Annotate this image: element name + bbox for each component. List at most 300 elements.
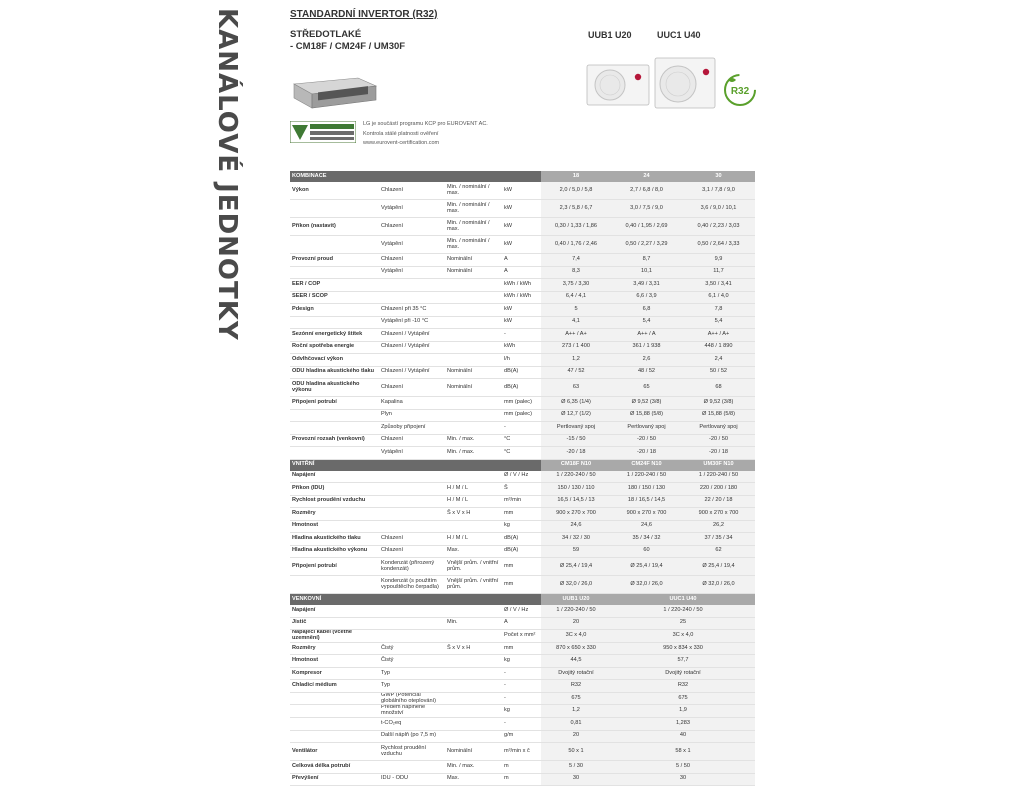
- row-label: ODU hladina akustického výkonu: [290, 379, 379, 397]
- row-label: Připojení potrubí: [290, 397, 379, 410]
- table-row: [290, 366, 755, 379]
- column-header-3: UM30F N10: [682, 459, 755, 471]
- table-row: [290, 617, 755, 630]
- cell-value: 4,1: [541, 316, 611, 329]
- r32-leaf-icon: [722, 72, 758, 108]
- cell-value: 24,6: [611, 520, 682, 533]
- row-label: Provozní proud: [290, 254, 379, 267]
- row-sublabel: [379, 761, 445, 774]
- table-row: [290, 447, 755, 460]
- row-mode: [445, 520, 502, 533]
- row-sublabel: Chlazení při 35 °C: [379, 304, 445, 317]
- table-row: [290, 266, 755, 279]
- row-unit: kW: [502, 182, 541, 200]
- cell-value: 68: [682, 379, 755, 397]
- row-label: Rychlost proudění vzduchu: [290, 495, 379, 508]
- row-unit: A: [502, 254, 541, 267]
- row-sublabel: Vytápění: [379, 200, 445, 218]
- row-sublabel: Typ: [379, 667, 445, 680]
- cell-value: 2,6: [611, 354, 682, 367]
- row-label: Celková délka potrubí: [290, 761, 379, 774]
- row-sublabel: [379, 471, 445, 483]
- row-mode: Min. / max.: [445, 447, 502, 460]
- row-sublabel: [379, 354, 445, 367]
- table-row: [290, 605, 755, 617]
- header-title: STANDARDNÍ INVERTOR (R32): [290, 9, 438, 20]
- row-unit: kWh / kWh: [502, 291, 541, 304]
- header-subtitle: STŘEDOTLAKÉ: [290, 29, 362, 40]
- row-label: EER / COP: [290, 279, 379, 292]
- row-sublabel: Kondenzát (přirozený kondenzát): [379, 558, 445, 576]
- row-mode: Nominální: [445, 743, 502, 761]
- cell-value: -20 / 18: [541, 447, 611, 460]
- row-unit: kWh: [502, 341, 541, 354]
- table-row: [290, 409, 755, 422]
- row-unit: °C: [502, 447, 541, 460]
- row-sublabel: Chlazení / Vytápění: [379, 341, 445, 354]
- row-unit: kW: [502, 304, 541, 317]
- row-unit: Počet x mm²: [502, 630, 541, 643]
- row-label: Hmotnost: [290, 520, 379, 533]
- table-row: [290, 761, 755, 774]
- table-row: [290, 422, 755, 435]
- cell-value: 48 / 52: [611, 366, 682, 379]
- row-sublabel: Vytápění: [379, 236, 445, 254]
- table-row: [290, 236, 755, 254]
- row-mode: [445, 291, 502, 304]
- cell-value: Ø 15,88 (5/8): [611, 409, 682, 422]
- row-sublabel: [379, 605, 445, 617]
- row-mode: [445, 605, 502, 617]
- column-header-2: CM24F N10: [611, 459, 682, 471]
- row-unit: mm: [502, 558, 541, 576]
- cell-value: Ø 12,7 (1/2): [541, 409, 611, 422]
- cell-value: 44,5: [541, 655, 611, 668]
- row-sublabel: Chlazení: [379, 533, 445, 546]
- cell-value: 1 / 220-240 / 50: [541, 605, 611, 617]
- cell-value: 35 / 34 / 32: [611, 533, 682, 546]
- row-label: Hmotnost: [290, 655, 379, 668]
- cell-value: 50 / 52: [682, 366, 755, 379]
- cert-line-1: LG je součástí programu KCP pro EUROVENT AC.: [363, 121, 488, 127]
- row-unit: m³/min: [502, 495, 541, 508]
- cell-value: Dvojitý rotační: [611, 667, 755, 680]
- row-unit: kg: [502, 705, 541, 718]
- row-sublabel: [379, 630, 445, 643]
- row-mode: [445, 692, 502, 705]
- row-unit: kW: [502, 200, 541, 218]
- column-header-3: 30: [682, 171, 755, 182]
- row-unit: mm: [502, 642, 541, 655]
- row-sublabel: Typ: [379, 680, 445, 693]
- row-label: [290, 316, 379, 329]
- row-mode: Min. / nominální / max.: [445, 182, 502, 200]
- cell-value: 50 x 1: [541, 743, 611, 761]
- row-mode: [445, 397, 502, 410]
- cell-value: 3,0 / 7,5 / 9,0: [611, 200, 682, 218]
- row-unit: -: [502, 422, 541, 435]
- table-row: [290, 576, 755, 594]
- row-label: Sezónní energetický štítek: [290, 329, 379, 342]
- section-title: VENKOVNÍ: [290, 594, 541, 606]
- table-row: [290, 291, 755, 304]
- row-sublabel: [379, 483, 445, 496]
- table-row: [290, 773, 755, 786]
- cell-value: 2,0 / 5,0 / 5,8: [541, 182, 611, 200]
- cell-value: 25: [611, 617, 755, 630]
- cell-value: 26,2: [682, 520, 755, 533]
- row-mode: Nominální: [445, 254, 502, 267]
- cell-value: 2,7 / 6,8 / 8,0: [611, 182, 682, 200]
- row-mode: [445, 409, 502, 422]
- cert-line-2: Kontrola stálé platnosti ověření: [363, 130, 439, 137]
- cell-value: 675: [541, 692, 611, 705]
- cell-value: Pertlovaný spoj: [682, 422, 755, 435]
- row-sublabel: Chlazení: [379, 545, 445, 558]
- cell-value: 20: [541, 617, 611, 630]
- row-sublabel: Vytápění při -10 °C: [379, 316, 445, 329]
- row-sublabel: Rychlost proudění vzduchu: [379, 743, 445, 761]
- cell-value: Ø 32,0 / 26,0: [682, 576, 755, 594]
- cell-value: 34 / 32 / 30: [541, 533, 611, 546]
- cell-value: 1,9: [611, 705, 755, 718]
- table-row: [290, 341, 755, 354]
- row-unit: kg: [502, 655, 541, 668]
- cell-value: 5,4: [611, 316, 682, 329]
- cell-value: 0,81: [541, 718, 611, 731]
- row-label: [290, 266, 379, 279]
- cell-value: 47 / 52: [541, 366, 611, 379]
- row-sublabel: Vytápění: [379, 447, 445, 460]
- cell-value: 361 / 1 938: [611, 341, 682, 354]
- row-label: [290, 236, 379, 254]
- cell-value: 3,6 / 9,0 / 10,1: [682, 200, 755, 218]
- row-sublabel: [379, 291, 445, 304]
- cell-value: 22 / 20 / 18: [682, 495, 755, 508]
- row-mode: [445, 354, 502, 367]
- row-sublabel: [379, 520, 445, 533]
- cell-value: 60: [611, 545, 682, 558]
- cell-value: 1,283: [611, 718, 755, 731]
- table-row: [290, 655, 755, 668]
- row-mode: Min. / max.: [445, 761, 502, 774]
- cell-value: Ø 15,88 (5/8): [682, 409, 755, 422]
- row-sublabel: [379, 279, 445, 292]
- spec-table: [290, 171, 755, 786]
- cell-value: 10,1: [611, 266, 682, 279]
- cell-value: 0,30 / 1,33 / 1,86: [541, 218, 611, 236]
- table-row: [290, 218, 755, 236]
- cell-value: 6,8: [611, 304, 682, 317]
- table-row: [290, 397, 755, 410]
- cell-value: A++ / A+: [541, 329, 611, 342]
- cell-value: 7,4: [541, 254, 611, 267]
- cell-value: 30: [611, 773, 755, 786]
- row-label: [290, 422, 379, 435]
- row-mode: H / M / L: [445, 495, 502, 508]
- cell-value: 900 x 270 x 700: [682, 508, 755, 521]
- outdoor-model-label-2: UUC1 U40: [657, 30, 701, 40]
- row-mode: Š x V x H: [445, 508, 502, 521]
- table-row: [290, 182, 755, 200]
- cell-value: 1 / 220-240 / 50: [541, 471, 611, 483]
- row-mode: [445, 680, 502, 693]
- side-title: KANÁLOVÉ JEDNOTKY: [212, 8, 242, 341]
- row-mode: [445, 341, 502, 354]
- cell-value: 6,4 / 4,1: [541, 291, 611, 304]
- table-row: [290, 692, 755, 705]
- row-label: Rozměry: [290, 642, 379, 655]
- row-mode: [445, 630, 502, 643]
- row-unit: g/m: [502, 730, 541, 743]
- table-row: [290, 642, 755, 655]
- cell-value: 37 / 35 / 34: [682, 533, 755, 546]
- row-label: Kompresor: [290, 667, 379, 680]
- cell-value: Pertlovaný spoj: [541, 422, 611, 435]
- row-label: [290, 576, 379, 594]
- row-unit: A: [502, 617, 541, 630]
- row-unit: dB(A): [502, 366, 541, 379]
- table-row: [290, 545, 755, 558]
- column-header-1: UUB1 U20: [541, 594, 611, 606]
- table-row: [290, 667, 755, 680]
- table-row: [290, 495, 755, 508]
- cell-value: 900 x 270 x 700: [541, 508, 611, 521]
- cell-value: 6,1 / 4,0: [682, 291, 755, 304]
- row-label: Příkon (IDU): [290, 483, 379, 496]
- row-label: Ventilátor: [290, 743, 379, 761]
- table-row: [290, 718, 755, 731]
- r32-badge-text: R32: [730, 86, 750, 97]
- row-label: ODU hladina akustického tlaku: [290, 366, 379, 379]
- row-mode: Vnější prům. / vnitřní prům.: [445, 558, 502, 576]
- column-header-2: 24: [611, 171, 682, 182]
- cell-value: 1 / 220-240 / 50: [682, 471, 755, 483]
- cell-value: 65: [611, 379, 682, 397]
- row-mode: Nominální: [445, 379, 502, 397]
- row-unit: dB(A): [502, 379, 541, 397]
- row-label: SEER / SCOP: [290, 291, 379, 304]
- cell-value: 180 / 150 / 130: [611, 483, 682, 496]
- row-sublabel: Předem naplněné množství: [379, 705, 445, 718]
- column-header-1: 18: [541, 171, 611, 182]
- cell-value: 3,49 / 3,31: [611, 279, 682, 292]
- table-row: [290, 379, 755, 397]
- cell-value: 2,4: [682, 354, 755, 367]
- cell-value: 0,40 / 2,23 / 3,03: [682, 218, 755, 236]
- cell-value: 58 x 1: [611, 743, 755, 761]
- cell-value: 18 / 16,5 / 14,5: [611, 495, 682, 508]
- row-unit: kW: [502, 236, 541, 254]
- row-mode: Nominální: [445, 366, 502, 379]
- row-unit: °C: [502, 434, 541, 447]
- cell-value: 2,3 / 5,8 / 6,7: [541, 200, 611, 218]
- cell-value: 0,50 / 2,27 / 3,29: [611, 236, 682, 254]
- row-unit: kW: [502, 218, 541, 236]
- row-mode: [445, 718, 502, 731]
- cell-value: 5,4: [682, 316, 755, 329]
- cell-value: 950 x 834 x 330: [611, 642, 755, 655]
- row-sublabel: t-CO₂eq: [379, 718, 445, 731]
- cell-value: Ø 6,35 (1/4): [541, 397, 611, 410]
- row-mode: H / M / L: [445, 483, 502, 496]
- row-unit: m³/min x č: [502, 743, 541, 761]
- cell-value: 3C x 4,0: [541, 630, 611, 643]
- cell-value: 8,3: [541, 266, 611, 279]
- row-sublabel: GWP (Potenciál globálního oteplování): [379, 692, 445, 705]
- table-row: [290, 483, 755, 496]
- row-label: [290, 730, 379, 743]
- cell-value: -20 / 50: [682, 434, 755, 447]
- row-sublabel: Čistý: [379, 655, 445, 668]
- cell-value: 870 x 650 x 330: [541, 642, 611, 655]
- row-label: Hladina akustického výkonu: [290, 545, 379, 558]
- row-label: Připojení potrubí: [290, 558, 379, 576]
- row-unit: -: [502, 329, 541, 342]
- row-label: Provozní rozsah (venkovní): [290, 434, 379, 447]
- r32-badge: [722, 72, 758, 108]
- cell-value: 7,8: [682, 304, 755, 317]
- section-header-combination: [290, 171, 755, 182]
- row-label: Příkon (nastavit): [290, 218, 379, 236]
- row-sublabel: [379, 617, 445, 630]
- cell-value: Ø 9,52 (3/8): [682, 397, 755, 410]
- row-unit: l/h: [502, 354, 541, 367]
- table-row: [290, 743, 755, 761]
- row-sublabel: Způsoby připojení: [379, 422, 445, 435]
- cell-value: -15 / 50: [541, 434, 611, 447]
- cell-value: 5: [541, 304, 611, 317]
- cell-value: 0,40 / 1,76 / 2,46: [541, 236, 611, 254]
- cell-value: 9,9: [682, 254, 755, 267]
- cell-value: 448 / 1 890: [682, 341, 755, 354]
- cell-value: 57,7: [611, 655, 755, 668]
- row-mode: [445, 655, 502, 668]
- cell-value: Ø 32,0 / 26,0: [541, 576, 611, 594]
- row-unit: m: [502, 773, 541, 786]
- cell-value: 62: [682, 545, 755, 558]
- row-unit: dB(A): [502, 545, 541, 558]
- row-mode: Š x V x H: [445, 642, 502, 655]
- cell-value: 1 / 220-240 / 50: [611, 605, 755, 617]
- cell-value: R32: [611, 680, 755, 693]
- table-row: [290, 316, 755, 329]
- cell-value: 6,6 / 3,9: [611, 291, 682, 304]
- row-mode: [445, 705, 502, 718]
- row-unit: m: [502, 761, 541, 774]
- row-label: Výkon: [290, 182, 379, 200]
- row-mode: [445, 730, 502, 743]
- cell-value: 0,50 / 2,64 / 3,33: [682, 236, 755, 254]
- row-mode: [445, 279, 502, 292]
- table-row: [290, 730, 755, 743]
- section-title: VNITŘNÍ: [290, 459, 541, 471]
- column-header-2: UUC1 U40: [611, 594, 755, 606]
- row-mode: H / M / L: [445, 533, 502, 546]
- cell-value: 273 / 1 400: [541, 341, 611, 354]
- row-sublabel: Chlazení: [379, 379, 445, 397]
- cell-value: -20 / 50: [611, 434, 682, 447]
- row-unit: dB(A): [502, 533, 541, 546]
- row-mode: [445, 329, 502, 342]
- cell-value: 20: [541, 730, 611, 743]
- indoor-unit-image: [288, 74, 380, 112]
- row-unit: A: [502, 266, 541, 279]
- outdoor-unit-2-image: [654, 56, 718, 110]
- row-label: Odvlhčovací výkon: [290, 354, 379, 367]
- table-row: [290, 254, 755, 267]
- row-mode: Min. / nominální / max.: [445, 236, 502, 254]
- row-unit: Ø / V / Hz: [502, 605, 541, 617]
- cell-value: 3,75 / 3,30: [541, 279, 611, 292]
- table-row: [290, 520, 755, 533]
- outdoor-model-label-1: UUB1 U20: [588, 30, 632, 40]
- cell-value: 220 / 200 / 180: [682, 483, 755, 496]
- row-label: [290, 447, 379, 460]
- row-label: [290, 200, 379, 218]
- row-sublabel: Chlazení: [379, 218, 445, 236]
- row-mode: Min. / nominální / max.: [445, 218, 502, 236]
- cell-value: 5 / 30: [541, 761, 611, 774]
- table-row: [290, 329, 755, 342]
- row-sublabel: Další náplň (po 7,5 m): [379, 730, 445, 743]
- table-row: [290, 200, 755, 218]
- row-label: Jistič: [290, 617, 379, 630]
- section-header-indoor: [290, 459, 755, 471]
- row-mode: Vnější prům. / vnitřní prům.: [445, 576, 502, 594]
- cell-value: 1,2: [541, 354, 611, 367]
- row-sublabel: Chlazení / Vytápění: [379, 329, 445, 342]
- cell-value: Ø 25,4 / 19,4: [682, 558, 755, 576]
- row-label: Napájecí kabel (včetně uzemnění): [290, 630, 379, 643]
- row-unit: -: [502, 680, 541, 693]
- row-unit: mm: [502, 508, 541, 521]
- row-mode: [445, 316, 502, 329]
- row-sublabel: Vytápění: [379, 266, 445, 279]
- section-title: KOMBINACE: [290, 171, 541, 182]
- cell-value: 3,50 / 3,41: [682, 279, 755, 292]
- row-unit: -: [502, 667, 541, 680]
- row-label: Pdesign: [290, 304, 379, 317]
- cell-value: 675: [611, 692, 755, 705]
- row-mode: Nominální: [445, 266, 502, 279]
- cell-value: 40: [611, 730, 755, 743]
- cell-value: Pertlovaný spoj: [611, 422, 682, 435]
- row-sublabel: Chlazení: [379, 254, 445, 267]
- row-unit: -: [502, 718, 541, 731]
- cert-line-3: www.eurovent-certification.com: [363, 140, 440, 147]
- row-label: [290, 705, 379, 718]
- row-mode: [445, 422, 502, 435]
- row-unit: Ø / V / Hz: [502, 471, 541, 483]
- cell-value: A++ / A+: [682, 329, 755, 342]
- cell-value: 16,5 / 14,5 / 13: [541, 495, 611, 508]
- row-mode: Min.: [445, 617, 502, 630]
- certification-text: [363, 120, 563, 149]
- cell-value: Ø 25,4 / 19,4: [611, 558, 682, 576]
- row-sublabel: Kondenzát (s použitím vypouštěcího čerpadla): [379, 576, 445, 594]
- row-unit: mm (palec): [502, 397, 541, 410]
- row-label: Roční spotřeba energie: [290, 341, 379, 354]
- row-unit: kWh / kWh: [502, 279, 541, 292]
- row-mode: Min. / max.: [445, 434, 502, 447]
- row-sublabel: Chlazení: [379, 182, 445, 200]
- row-mode: [445, 304, 502, 317]
- cell-value: -20 / 18: [611, 447, 682, 460]
- cell-value: Ø 9,52 (3/8): [611, 397, 682, 410]
- table-row: [290, 630, 755, 643]
- cell-value: 1,2: [541, 705, 611, 718]
